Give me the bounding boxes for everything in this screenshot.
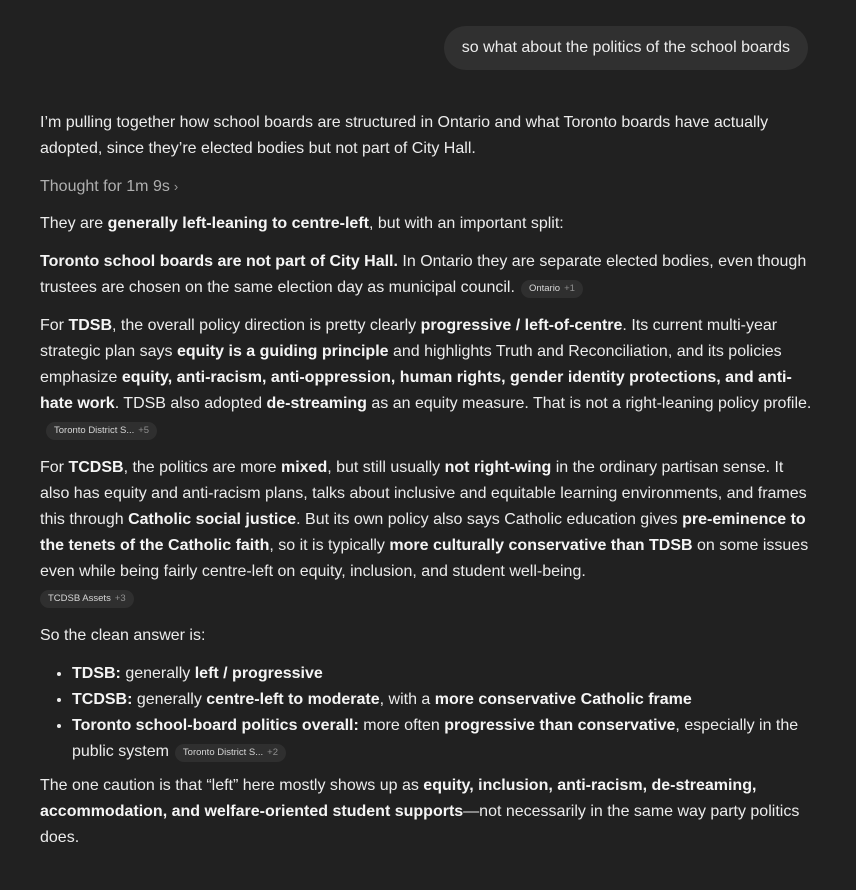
answer-paragraph [40, 211, 816, 237]
bold-text: not right-wing [444, 459, 552, 476]
bold-text: TDSB: [72, 665, 121, 682]
thought-toggle[interactable] [40, 174, 178, 200]
bold-text: progressive than conservative [444, 717, 676, 734]
text: —not necessarily in the same way party politics does. [40, 803, 800, 846]
citation-chip[interactable] [521, 280, 583, 298]
bold-text: TCDSB: [72, 691, 133, 708]
bold-text: Toronto school boards are not part of City Hall. [40, 253, 398, 270]
text: , but still usually [327, 459, 445, 476]
user-message-row [0, 0, 856, 70]
answer-paragraph [40, 623, 816, 649]
bold-text: de-streaming [266, 395, 367, 412]
bold-text: mixed [280, 459, 328, 476]
text: as an equity measure. That is not a right-leaning policy profile. [366, 395, 812, 412]
text: The one caution is that “left” here mostly shows up as [40, 777, 424, 794]
text: For [40, 317, 69, 334]
citation-source: TCDSB Assets [48, 593, 111, 604]
text: in the ordinary partisan sense. It also has equity and anti-racism plans, talks about inclusive and equitable learning environments, and frames this through [40, 459, 807, 528]
text: So the clean answer is: [40, 627, 206, 644]
summary-list [40, 661, 816, 765]
text: generally [132, 691, 207, 708]
text: , the overall policy direction is pretty clearly [112, 317, 421, 334]
summary-list-item [72, 661, 816, 687]
chevron-right-icon: › [173, 179, 179, 194]
bold-text: Catholic social justice [128, 511, 297, 528]
citation-chip[interactable] [175, 744, 286, 762]
user-message-bubble: so what about the politics of the school boards [444, 26, 808, 70]
bold-text: left / progressive [194, 665, 323, 682]
citation-more-count: +5 [138, 425, 150, 436]
assistant-intro: I’m pulling together how school boards are structured in Ontario and what Toronto boards have actually adopted, since they’re elected bodies but not part of City Hall. [40, 114, 769, 157]
text: They are [40, 215, 108, 232]
citation-source: Toronto District S... [54, 425, 135, 436]
text: and highlights Truth and Reconciliation, and its policies emphasize [40, 343, 782, 386]
bold-text: centre-left to moderate [206, 691, 380, 708]
bold-text: more culturally conservative than TDSB [389, 537, 693, 554]
text: For [40, 459, 69, 476]
citation-chip[interactable] [40, 590, 134, 608]
bold-text: equity, inclusion, anti-racism, de-streaming, accommodation, and welfare-oriented student supports [40, 777, 757, 820]
bold-text: pre-eminence to the tenets of the Catholic faith [40, 511, 806, 554]
citation-more-count: +2 [267, 747, 279, 758]
summary-list-item [72, 713, 816, 765]
text: . But its own policy also says Catholic education gives [296, 511, 683, 528]
citation-more-count: +3 [114, 593, 126, 604]
answer-paragraph [40, 455, 816, 611]
bold-text: generally left-leaning to centre-left [107, 215, 369, 232]
answer-body [40, 211, 816, 649]
citation-source: Toronto District S... [182, 747, 264, 758]
answer-paragraph [40, 313, 816, 443]
thought-label: Thought for 1m 9s [40, 178, 170, 195]
text: , with a [379, 691, 435, 708]
text: . Its current multi-year strategic plan says [40, 317, 778, 360]
text: , the politics are more [123, 459, 281, 476]
text: , especially in the public system [72, 717, 799, 760]
answer-paragraph [40, 249, 816, 301]
text: , so it is typically [269, 537, 390, 554]
citation-source: Ontario [528, 283, 561, 294]
text: on some issues even while being fairly centre-left on equity, inclusion, and student well-being. [40, 537, 809, 580]
summary-list-item [72, 687, 816, 713]
bold-text: progressive / left-of-centre [420, 317, 623, 334]
text: more often [358, 717, 445, 734]
bold-text: Toronto school-board politics overall: [72, 717, 359, 734]
text: . TDSB also adopted [114, 395, 267, 412]
citation-more-count: +1 [564, 283, 575, 294]
bold-text: more conservative Catholic frame [434, 691, 692, 708]
closing-paragraph [40, 773, 816, 851]
text: In Ontario they are separate elected bodies, even though trustees are chosen on the same election day as municipal council. [40, 253, 807, 296]
bold-text: TDSB [68, 317, 113, 334]
assistant-message [0, 110, 856, 863]
citation-chip[interactable] [46, 422, 157, 440]
text: , but with an important split: [368, 215, 564, 232]
text: generally [120, 665, 195, 682]
bold-text: equity, anti-racism, anti-oppression, human rights, gender identity protections, and anti-hate work [40, 369, 792, 412]
bold-text: TCDSB [68, 459, 124, 476]
bold-text: equity is a guiding principle [176, 343, 389, 360]
